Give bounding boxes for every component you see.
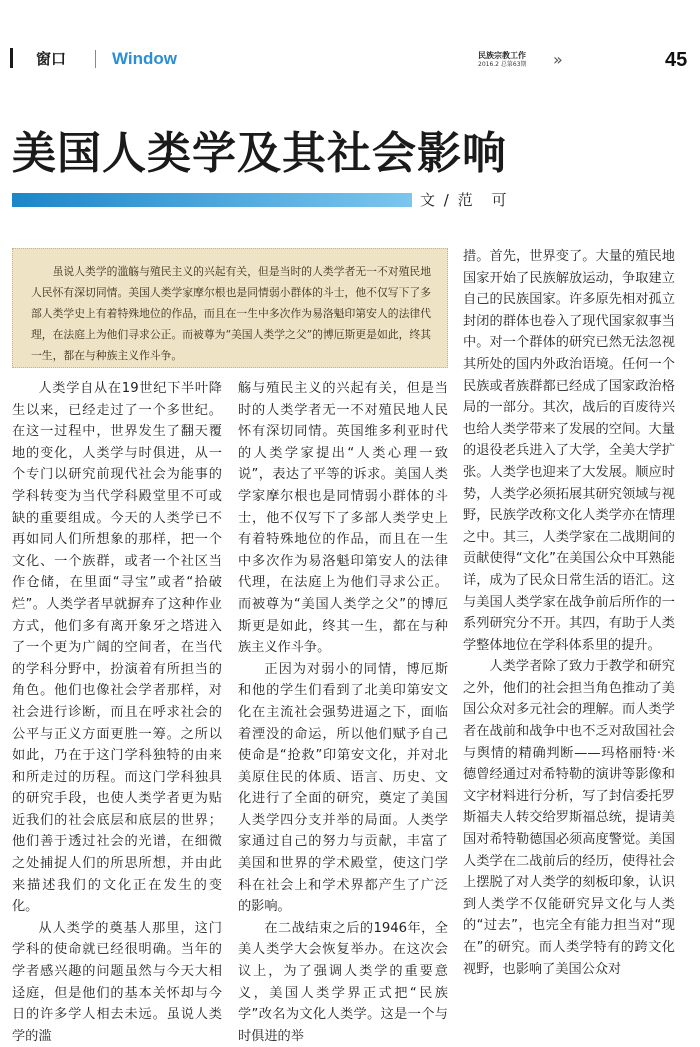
paragraph: 从人类学的奠基人那里，这门学科的使命就已经很明确。当年的学者感兴趣的问题虽然与今天大相迳庭，但是他们的基本关怀却与今日的许多学人相去未远。虽说人类学的滥 <box>12 920 222 1044</box>
paragraph: 措。首先，世界变了。大量的殖民地国家开始了民族解放运动，争取建立自己的民族国家。许多原先相对孤立封闭的群体也卷入了现代国家叙事当中。对一个群体的研究已然无法忽视其所处的国内外政治语境。任何一个民族或者族群都已经成了国家政治格局的一部分。其次，战后的百废待兴也给人类学带来了发展的空间。大量的退役老兵进入了大学，全美大学扩张。人类学也迎来了大发展。顺应时势，人类学必须拓展其研究领域与视野，民族学改称文化人类学亦在情理之中。其三，人类学家在二战期间的贡献使得“文化”在美国公众中耳熟能详，成为了民众日常生活的语汇。这与美国人类学家在战争前后所作的一系列研究分不开。其四，有助于人类学整体地位在学科体系里的提升。 <box>463 249 675 653</box>
magazine-name: 民族宗教工作 <box>478 50 526 60</box>
page-header <box>0 0 700 80</box>
text-column-1 <box>12 378 222 1047</box>
title-underline-bar <box>12 193 412 207</box>
header-divider <box>95 50 96 68</box>
paragraph: 人类学自从在19世纪下半叶降生以来，已经走过了一个多世纪。在这一过程中，世界发生了翻天覆地的变化，人类学与时俱进，从一个专门以研究前现代社会为能事的学科转变为当代学科殿堂里不可或缺的重要组成。今天的人类学已不再如同人们所想象的那样，把一个文化、一个族群，或者一个社区当作仓储，在里面“寻宝”或者“拾破烂”。人类学者早就摒弃了这种作业方式，他们多有离开象牙之塔进入了一个更为广阔的空间者，在当代的学科分野中，扮演着有所担当的角色。他们也像社会学者那样，对社会进行诊断，而且在呼求社会的公平与正义方面更胜一筹。之所以如此，乃在于这门学科独特的由来和所走过的历程。而这门学科独具的研究手段，也使人类学者更为贴近我们的社会底层和底层的世界；他们善于透过社会的光谱，在细微之处捕捉人们的所思所想，并由此来描述我们的文化正在发生的变化。 <box>12 381 222 915</box>
header-bar-mark <box>10 48 13 68</box>
section-label-en: Window <box>112 49 177 68</box>
text-column-2 <box>238 378 448 1047</box>
article-abstract: 虽说人类学的滥觞与殖民主义的兴起有关，但是当时的人类学者无一不对殖民地人民怀有深切同情。美国人类学家摩尔根也是同情弱小群体的斗士，他不仅写下了多部人类学史上有着特殊地位的作品，而且在一生中多次作为易洛魁印第安人的法律代理，在法庭上为他们寻求公正。而被尊为“美国人类学之父”的博厄斯更是如此，终其一生，都在与种族主义作斗争。 <box>12 248 448 368</box>
article-author: 文 / 范 可 <box>420 191 509 209</box>
text-column-3 <box>463 246 675 980</box>
double-chevron-icon: » <box>553 50 563 69</box>
paragraph: 觞与殖民主义的兴起有关，但是当时的人类学者无一不对殖民地人民怀有深切同情。英国维多利亚时代的人类学家提出“人类心理一致说”，表达了平等的诉求。美国人类学家摩尔根也是同情弱小群体的斗士，他不仅写下了多部人类学史上有着特殊地位的作品，而且在一生中多次作为易洛魁印第安人的法律代理，在法庭上为他们寻求公正。而被尊为“美国人类学之父”的博厄斯更是如此，终其一生，都在与种族主义作斗争。 <box>238 381 448 656</box>
paragraph: 在二战结束之后的1946年，全美人类学大会恢复举办。在这次会议上，为了强调人类学的重要意义，美国人类学界正式把“民族学”改名为文化人类学。这是一个与时俱进的举 <box>238 920 448 1044</box>
article-title: 美国人类学及其社会影响 <box>12 128 507 179</box>
section-label: 窗口 <box>36 50 67 68</box>
issue-info: 2016.2 总第63期 <box>478 61 527 68</box>
page-number: 45 <box>665 49 688 71</box>
paragraph: 正因为对弱小的同情，博厄斯和他的学生们看到了北美印第安文化在主流社会强势进逼之下，面临着湮没的命运，所以他们赋予自己使命是“抢救”印第安文化，并对北美原住民的体质、语言、历史、文化进行了全面的研究，奠定了美国人类学四分支并举的局面。人类学家通过自己的努力与贡献，丰富了美国和世界的学术殿堂，使这门学科在社会上和学术界都产生了广泛的影响。 <box>238 661 448 915</box>
paragraph: 人类学者除了致力于教学和研究之外，他们的社会担当角色推动了美国公众对多元社会的理解。而人类学者在战前和战争中也不乏对敌国社会与舆情的精确判断——玛格丽特·米德曾经通过对希特勒的演讲等影像和文字材料进行分析，写了封信委托罗斯福夫人转交给罗斯福总统，提请美国对希特勒德国必须高度警觉。美国人类学在二战前后的经历，使得社会上摆脱了对人类学的刻板印象，认识到人类学不仅能研究异文化与人类的“过去”，也完全有能力担当对“现在”的研究。而人类学特有的跨文化视野，也影响了美国公众对 <box>463 659 675 977</box>
